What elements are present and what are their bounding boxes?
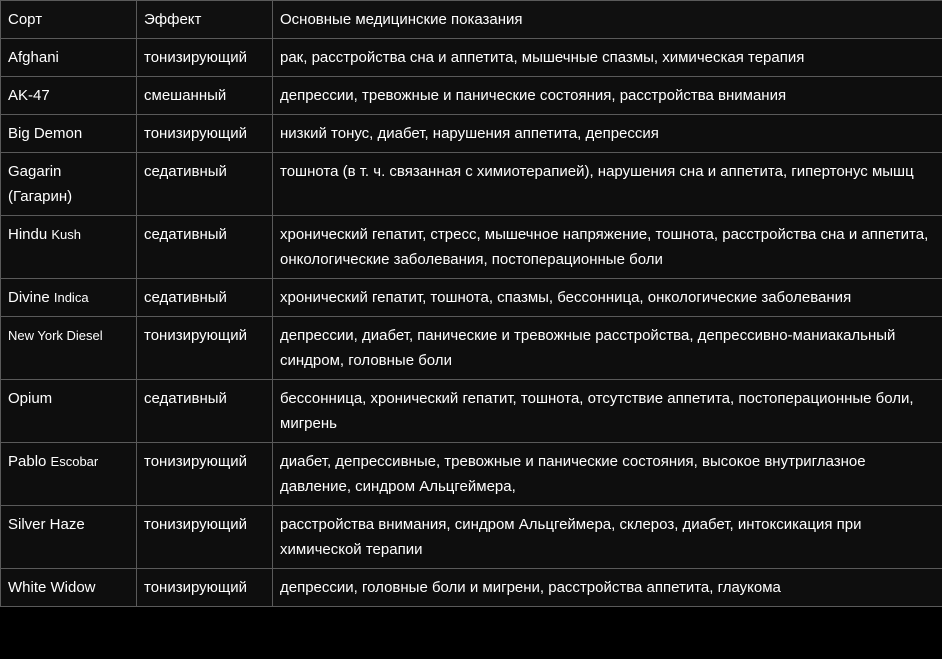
variety-name: Opium	[8, 390, 53, 407]
variety-cell	[1, 77, 137, 115]
header-variety: Сорт	[1, 1, 137, 39]
indications-cell: диабет, депрессивные, тревожные и панические состояния, высокое внутриглазное давление, синдром Альцгеймера,	[273, 443, 942, 506]
indications-cell: тошнота (в т. ч. связанная с химиотерапией), нарушения сна и аппетита, гипертонус мышц	[273, 153, 942, 216]
effect-cell: седативный	[137, 153, 273, 216]
variety-name: Gagarin (Гагарин)	[8, 163, 73, 205]
effect-cell: тонизирующий	[137, 506, 273, 569]
table-row	[1, 569, 942, 607]
variety-cell	[1, 115, 137, 153]
effect-cell: тонизирующий	[137, 115, 273, 153]
table-row	[1, 39, 942, 77]
variety-cell	[1, 216, 137, 279]
effect-cell: седативный	[137, 279, 273, 317]
variety-name-suffix: Kush	[51, 227, 82, 242]
indications-cell: рак, расстройства сна и аппетита, мышечные спазмы, химическая терапия	[273, 39, 942, 77]
table-row	[1, 115, 942, 153]
variety-cell	[1, 380, 137, 443]
variety-cell	[1, 153, 137, 216]
variety-name: Afghani	[8, 49, 59, 66]
variety-name: Pablo	[8, 453, 47, 470]
table-row	[1, 216, 942, 279]
table-row	[1, 506, 942, 569]
table-row	[1, 317, 942, 380]
variety-cell	[1, 506, 137, 569]
variety-name: Silver Haze	[8, 516, 85, 533]
variety-cell	[1, 279, 137, 317]
variety-cell	[1, 443, 137, 506]
indications-cell: расстройства внимания, синдром Альцгеймера, склероз, диабет, интоксикация при химической терапии	[273, 506, 942, 569]
variety-name: New York Diesel	[8, 328, 103, 343]
effect-cell: тонизирующий	[137, 317, 273, 380]
variety-name: Big Demon	[8, 125, 83, 142]
variety-cell	[1, 39, 137, 77]
variety-cell	[1, 317, 137, 380]
variety-name: Divine	[8, 289, 50, 306]
table-row	[1, 443, 942, 506]
effect-cell: тонизирующий	[137, 39, 273, 77]
table-header-row	[1, 1, 942, 39]
table-row	[1, 153, 942, 216]
indications-cell: депрессии, головные боли и мигрени, расстройства аппетита, глаукома	[273, 569, 942, 607]
variety-name: Hindu	[8, 226, 48, 243]
effect-cell: седативный	[137, 380, 273, 443]
effect-cell: седативный	[137, 216, 273, 279]
table-row	[1, 77, 942, 115]
effect-cell: тонизирующий	[137, 569, 273, 607]
indications-cell: низкий тонус, диабет, нарушения аппетита, депрессия	[273, 115, 942, 153]
indications-cell: хронический гепатит, стресс, мышечное напряжение, тошнота, расстройства сна и аппетита, онкологические заболевания, постоперационные боли	[273, 216, 942, 279]
effect-cell: тонизирующий	[137, 443, 273, 506]
table-row	[1, 279, 942, 317]
variety-name: White Widow	[8, 579, 96, 596]
indications-cell: хронический гепатит, тошнота, спазмы, бессонница, онкологические заболевания	[273, 279, 942, 317]
variety-name: AK-47	[8, 87, 50, 104]
header-effect: Эффект	[137, 1, 273, 39]
indications-cell: депрессии, диабет, панические и тревожные расстройства, депрессивно-маниакальный синдром, головные боли	[273, 317, 942, 380]
variety-name-suffix: Indica	[53, 290, 89, 305]
table-row	[1, 380, 942, 443]
variety-name-suffix: Escobar	[50, 454, 99, 469]
indications-cell: бессонница, хронический гепатит, тошнота, отсутствие аппетита, постоперационные боли, мигрень	[273, 380, 942, 443]
indications-cell: депрессии, тревожные и панические состояния, расстройства внимания	[273, 77, 942, 115]
variety-cell	[1, 569, 137, 607]
effect-cell: смешанный	[137, 77, 273, 115]
header-indications: Основные медицинские показания	[273, 1, 942, 39]
